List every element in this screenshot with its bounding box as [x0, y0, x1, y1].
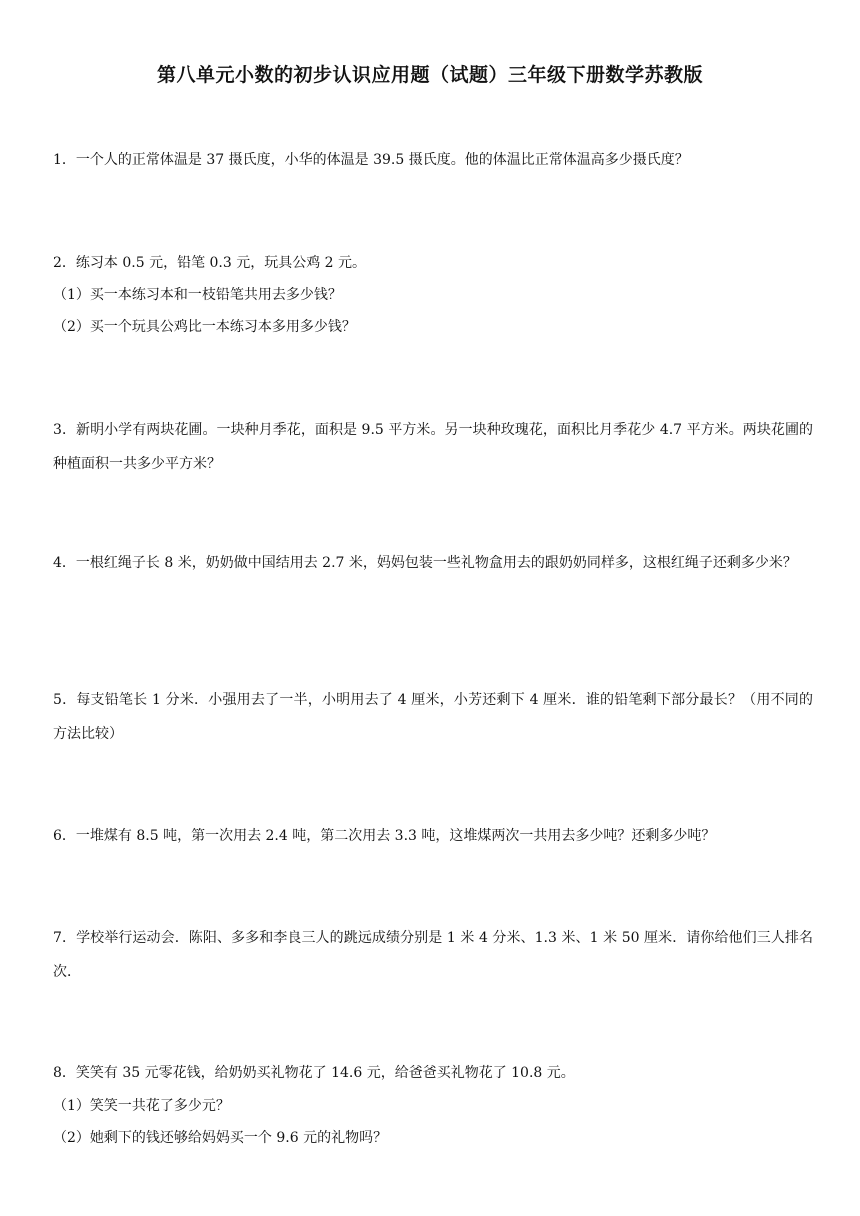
question-2-part-2: （2）买一个玩具公鸡比一本练习本多用多少钱？ [53, 319, 356, 335]
question-5: 5．每支铅笔长 1 分米．小强用去了一半，小明用去了 4 厘米，小芳还剩下 4 厘米．谁的铅笔剩下部分最长？（用不同的方法比较） [53, 692, 813, 742]
question-8-part-1: （1）笑笑一共花了多少元？ [53, 1098, 230, 1114]
question-4: 4．一根红绳子长 8 米，奶奶做中国结用去 2.7 米，妈妈包装一些礼物盒用去的跟奶奶同样多，这根红绳子还剩多少米？ [53, 555, 797, 571]
question-3: 3．新明小学有两块花圃。一块种月季花，面积是 9.5 平方米。另一块种玫瑰花，面积比月季花少 4.7 平方米。两块花圃的种植面积一共多少平方米？ [53, 422, 813, 472]
question-2: 2．练习本 0.5 元，铅笔 0.3 元，玩具公鸡 2 元。 [53, 255, 367, 271]
question-2-part-1: （1）买一本练习本和一枝铅笔共用去多少钱？ [53, 287, 342, 303]
question-8-part-2: （2）她剩下的钱还够给妈妈买一个 9.6 元的礼物吗？ [53, 1130, 388, 1146]
question-1: 1．一个人的正常体温是 37 摄氏度，小华的体温是 39.5 摄氏度。他的体温比正常体温高多少摄氏度？ [53, 152, 689, 168]
page-title: 第八单元小数的初步认识应用题（试题）三年级下册数学苏教版 [156, 64, 703, 86]
question-6: 6．一堆煤有 8.5 吨，第一次用去 2.4 吨，第二次用去 3.3 吨，这堆煤两次一共用去多少吨？还剩多少吨？ [53, 828, 716, 844]
question-7: 7．学校举行运动会．陈阳、多多和李良三人的跳远成绩分别是 1 米 4 分米、1.3 米、1 米 50 厘米．请你给他们三人排名次． [53, 930, 813, 980]
question-8: 8．笑笑有 35 元零花钱，给奶奶买礼物花了 14.6 元，给爸爸买礼物花了 10.8 元。 [53, 1065, 575, 1081]
